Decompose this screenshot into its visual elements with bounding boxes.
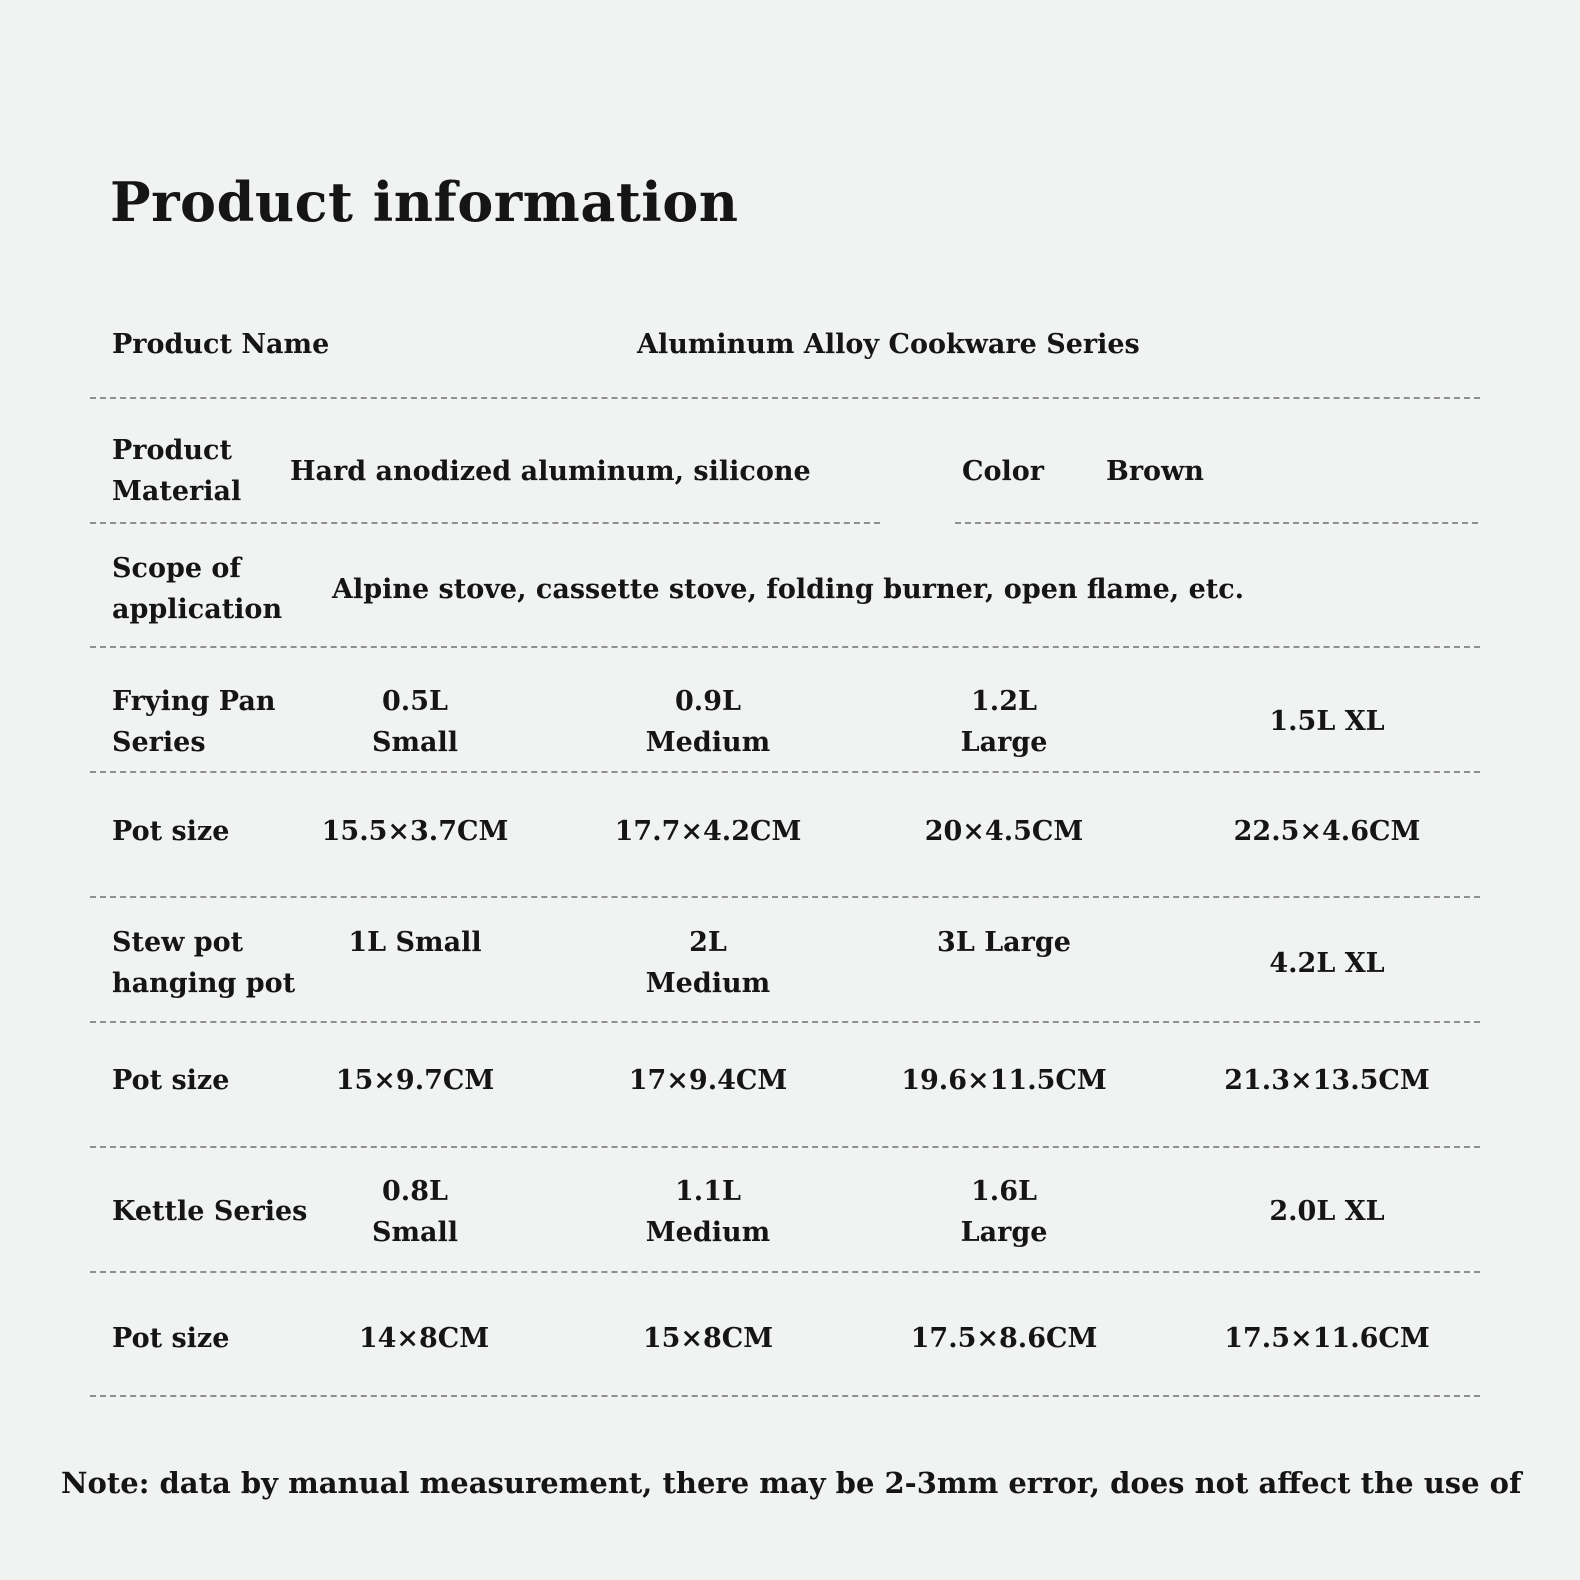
size-name: Small <box>371 1216 459 1248</box>
pot-size-value: 22.5×4.6CM <box>1233 816 1421 847</box>
size-name: Medium <box>645 967 771 999</box>
size-capacity: 0.8L <box>382 1176 448 1207</box>
divider <box>955 522 1478 524</box>
stew-pot-size <box>1269 944 1384 985</box>
divider <box>90 1021 1480 1023</box>
kettle-label: Kettle Series <box>112 1196 308 1227</box>
size-capacity: 0.9L <box>675 686 741 717</box>
size-capacity: 1.2L <box>971 686 1037 717</box>
frying-pan-label-line2: Series <box>112 726 206 758</box>
size-capacity: 2L <box>689 927 727 958</box>
size-capacity: 4.2L XL <box>1269 948 1385 979</box>
divider <box>90 1146 1480 1148</box>
size-capacity: 3L Large <box>937 927 1071 958</box>
kettle-size <box>646 1172 770 1253</box>
size-capacity: 1L Small <box>348 927 482 958</box>
divider <box>90 1395 1480 1397</box>
kettle-pot-size-label: Pot size <box>112 1323 230 1354</box>
kettle-size <box>961 1172 1048 1253</box>
size-capacity: 0.5L <box>382 686 448 717</box>
color-value: Brown <box>1106 456 1204 487</box>
divider <box>90 1271 1480 1273</box>
size-name: Large <box>960 1216 1048 1248</box>
pot-size-value: 17.7×4.2CM <box>614 816 802 847</box>
divider <box>90 896 1480 898</box>
pot-size-value: 21.3×13.5CM <box>1224 1065 1430 1096</box>
size-capacity: 1.5L XL <box>1269 706 1385 737</box>
size-name: Medium <box>645 726 771 758</box>
product-name-value: Aluminum Alloy Cookware Series <box>637 329 1140 360</box>
divider <box>90 522 880 524</box>
stew-pot-label-line1: Stew pot <box>112 927 244 958</box>
pot-size-value: 17×9.4CM <box>628 1065 788 1096</box>
divider <box>90 646 1480 648</box>
size-name: Small <box>371 726 459 758</box>
pot-size-value: 15×9.7CM <box>335 1065 495 1096</box>
divider <box>90 771 1480 773</box>
pot-size-value: 17.5×11.6CM <box>1224 1323 1430 1354</box>
material-label-line2: Material <box>112 475 242 507</box>
frying-pan-size <box>372 682 458 763</box>
size-name: Large <box>960 726 1048 758</box>
pot-size-value: 15×8CM <box>642 1323 774 1354</box>
stew-pot-label <box>112 923 295 1004</box>
scope-label <box>112 549 282 630</box>
frying-pan-pot-size-label: Pot size <box>112 816 230 847</box>
size-name: Medium <box>645 1216 771 1248</box>
kettle-size <box>372 1172 458 1253</box>
product-name-label: Product Name <box>112 329 330 360</box>
frying-pan-label <box>112 682 275 763</box>
divider <box>90 397 1480 399</box>
frying-pan-size <box>1269 702 1384 743</box>
frying-pan-label-line1: Frying Pan <box>112 686 276 717</box>
size-capacity: 2.0L XL <box>1269 1196 1385 1227</box>
material-label-line1: Product <box>112 435 232 466</box>
stew-pot-label-line2: hanging pot <box>112 967 296 999</box>
pot-size-value: 14×8CM <box>358 1323 490 1354</box>
stew-pot-pot-size-label: Pot size <box>112 1065 230 1096</box>
material-value: Hard anodized aluminum, silicone <box>290 456 811 487</box>
stew-pot-size <box>937 923 1071 964</box>
pot-size-value: 20×4.5CM <box>924 816 1084 847</box>
frying-pan-size <box>961 682 1048 763</box>
pot-size-value: 15.5×3.7CM <box>321 816 509 847</box>
scope-label-line1: Scope of <box>112 553 242 584</box>
material-label <box>112 431 241 512</box>
scope-label-line2: application <box>112 593 283 625</box>
kettle-size <box>1269 1192 1384 1233</box>
scope-value: Alpine stove, cassette stove, folding burner, open flame, etc. <box>332 574 1245 605</box>
stew-pot-size <box>646 923 770 1004</box>
pot-size-value: 19.6×11.5CM <box>901 1065 1107 1096</box>
frying-pan-size <box>646 682 770 763</box>
color-label: Color <box>962 456 1044 487</box>
measurement-note: Note: data by manual measurement, there may be 2-3mm error, does not affect the use of <box>61 1466 1522 1500</box>
page-title: Product information <box>110 170 739 234</box>
size-capacity: 1.1L <box>675 1176 741 1207</box>
pot-size-value: 17.5×8.6CM <box>910 1323 1098 1354</box>
stew-pot-size <box>348 923 481 964</box>
size-capacity: 1.6L <box>971 1176 1037 1207</box>
